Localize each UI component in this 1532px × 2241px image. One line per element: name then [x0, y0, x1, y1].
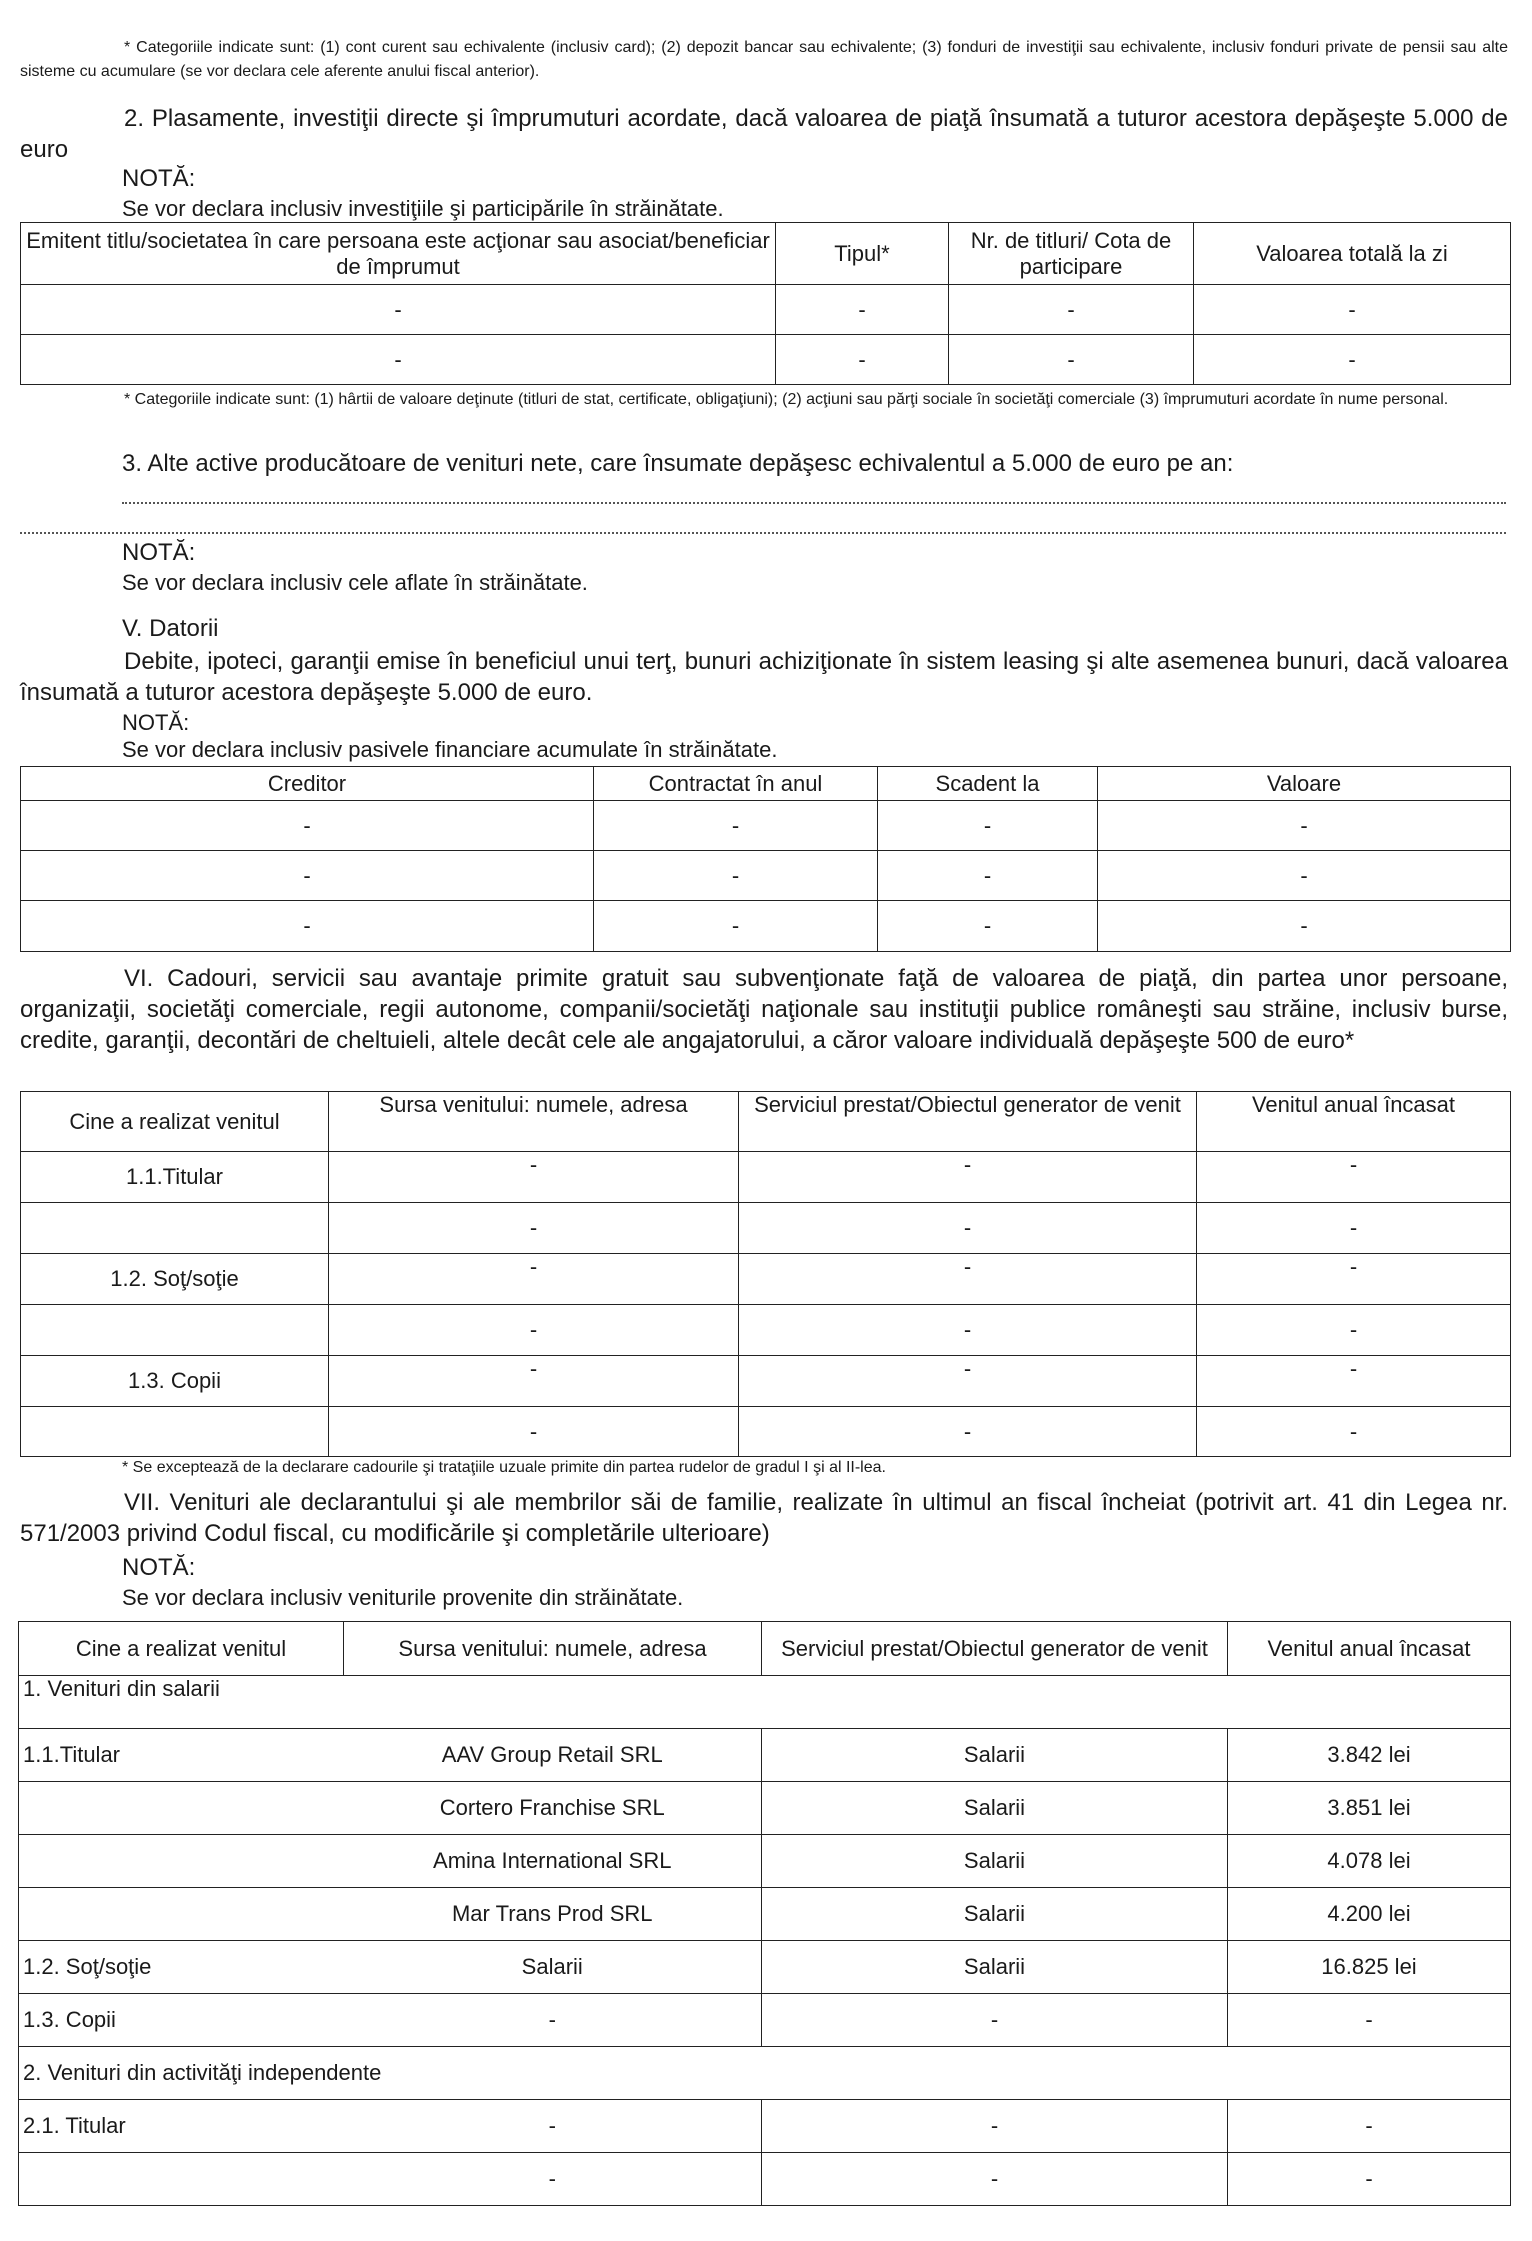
section-7-nota-text: Se vor declara inclusiv veniturile provenite din străinătate. [122, 1585, 684, 1610]
cell: - [878, 901, 1098, 952]
group-row [19, 2047, 1511, 2100]
cell: 2.1. Titular [19, 2100, 344, 2153]
cell: 4.200 lei [1228, 1888, 1511, 1941]
cell: - [739, 1407, 1197, 1457]
cell: - [739, 1203, 1197, 1254]
cell: 4.078 lei [1228, 1835, 1511, 1888]
cell: 3.842 lei [1228, 1729, 1511, 1782]
col-income: Venitul anual încasat [1197, 1092, 1511, 1152]
cell [21, 1203, 329, 1254]
table-row [21, 1203, 1511, 1254]
cell: - [344, 1994, 762, 2047]
table-row [21, 801, 1511, 851]
cell: Salarii [762, 1729, 1228, 1782]
cell: - [762, 1994, 1228, 2047]
col-income: Venitul anual încasat [1228, 1622, 1511, 1676]
cell: - [762, 2100, 1228, 2153]
cell: 1.2. Soţ/soţie [21, 1254, 329, 1305]
debts-table [20, 766, 1511, 952]
cell: - [878, 801, 1098, 851]
table-row [19, 1941, 1511, 1994]
cell: - [344, 2153, 762, 2206]
table-row [19, 1782, 1511, 1835]
group-independent: 2. Venituri din activităţi independente [19, 2047, 1511, 2100]
cell: 3.851 lei [1228, 1782, 1511, 1835]
section-6-heading: VI. Cadouri, servicii sau avantaje primite gratuit sau subvenţionate faţă de valoarea de piaţă, din partea unor persoane, organizaţii, societăţi comerciale, regii autonome, companii/societăţi naţionale sau instituţii publice româneşti sau străine, inclusiv burse, credite, garanţii, decontări de cheltuieli, altele decât cele ale angajatorului, a căror valoare individuală depăşeşte 500 de euro* [20, 965, 1508, 1054]
cell: Salarii [762, 1835, 1228, 1888]
cell: - [776, 285, 949, 335]
cell: - [329, 1305, 739, 1356]
cell: Amina International SRL [344, 1835, 762, 1888]
cell: - [1194, 285, 1511, 335]
table-row [19, 1994, 1511, 2047]
col-service: Serviciul prestat/Obiectul generator de venit [739, 1092, 1197, 1152]
accounts-footnote: * Categoriile indicate sunt: (1) cont curent sau echivalente (inclusiv card); (2) depozit bancar sau echivalente; (3) fonduri de investiţii sau echivalente, inclusiv fonduri private de pensii sau alte sisteme cu acumulare (se vor declara cele aferente anului fiscal anterior). [20, 39, 1508, 80]
cell: - [21, 901, 594, 952]
cell [19, 1888, 344, 1941]
cell: - [1197, 1407, 1511, 1457]
investments-footnote: * Categoriile indicate sunt: (1) hârtii de valoare deţinute (titluri de stat, certificate, obligaţiuni); (2) acţiuni sau părţi sociale în societăţi comerciale (3) împrumuturi acordate în nume personal. [124, 391, 1449, 408]
cell: AAV Group Retail SRL [344, 1729, 762, 1782]
cell: - [329, 1407, 739, 1457]
cell: - [344, 2100, 762, 2153]
table-row [19, 1835, 1511, 1888]
cell: Cortero Franchise SRL [344, 1782, 762, 1835]
income-table [18, 1621, 1511, 2206]
cell: Salarii [762, 1782, 1228, 1835]
cell: - [1228, 2153, 1511, 2206]
col-total-value: Valoarea totală la zi [1194, 223, 1511, 285]
table-row [21, 285, 1511, 335]
section-7-heading: VII. Venituri ale declarantului şi ale membrilor săi de familie, realizate în ultimul an fiscal încheiat (potrivit art. 41 din Legea nr. 571/2003 privind Codul fiscal, cu modificările şi completările ulterioare) [20, 1489, 1508, 1547]
col-who: Cine a realizat venitul [21, 1092, 329, 1152]
cell: - [594, 801, 878, 851]
table-row [21, 1407, 1511, 1457]
cell: - [21, 851, 594, 901]
gifts-table [20, 1091, 1511, 1457]
cell: - [1228, 1994, 1511, 2047]
cell: - [1098, 801, 1511, 851]
section-2-nota-text: Se vor declara inclusiv investiţiile şi participările în străinătate. [122, 196, 724, 221]
cell [21, 1305, 329, 1356]
table-row [21, 1356, 1511, 1407]
col-shares: Nr. de titluri/ Cota de participare [949, 223, 1194, 285]
cell: - [21, 335, 776, 385]
cell: - [1228, 2100, 1511, 2153]
table-row [19, 2153, 1511, 2206]
gifts-footnote: * Se exceptează de la declarare cadourile şi trataţiile uzuale primite din partea rudelor de gradul I şi al II-lea. [122, 1459, 886, 1476]
table-row [21, 1152, 1511, 1203]
dotted-line [122, 502, 1506, 504]
group-row [19, 1676, 1511, 1729]
cell: - [1194, 335, 1511, 385]
section-5-text: Debite, ipoteci, garanţii emise în beneficiul unui terţ, bunuri achiziţionate în sistem leasing şi alte asemenea bunuri, dacă valoarea însumată a tuturor acestora depăşeşte 5.000 de euro. [20, 648, 1508, 706]
table-row [19, 1729, 1511, 1782]
cell: - [1197, 1254, 1511, 1305]
cell: - [739, 1305, 1197, 1356]
cell: - [329, 1254, 739, 1305]
table-row [19, 1888, 1511, 1941]
cell: - [739, 1152, 1197, 1203]
cell: - [1098, 901, 1511, 952]
cell: - [1197, 1356, 1511, 1407]
section-5-nota-text: Se vor declara inclusiv pasivele financiare acumulate în străinătate. [122, 737, 778, 762]
col-who: Cine a realizat venitul [19, 1622, 344, 1676]
col-issuer: Emitent titlu/societatea în care persoana este acţionar sau asociat/beneficiar de împrumut [21, 223, 776, 285]
section-5-title: V. Datorii [122, 615, 219, 642]
group-salaries: 1. Venituri din salarii [19, 1676, 1511, 1729]
cell: - [21, 285, 776, 335]
table-row [21, 901, 1511, 952]
section-2-heading: 2. Plasamente, investiţii directe şi împrumuturi acordate, dacă valoarea de piaţă însumată a tuturor acestora depăşeşte 5.000 de euro [20, 105, 1508, 163]
cell: Mar Trans Prod SRL [344, 1888, 762, 1941]
cell: Salarii [344, 1941, 762, 1994]
section-2-nota-label: NOTĂ: [122, 165, 196, 192]
cell: 1.3. Copii [19, 1994, 344, 2047]
cell: 1.3. Copii [21, 1356, 329, 1407]
cell: - [329, 1356, 739, 1407]
section-7-nota-label: NOTĂ: [122, 1554, 196, 1581]
cell: - [329, 1203, 739, 1254]
table-row [21, 1254, 1511, 1305]
col-type: Tipul* [776, 223, 949, 285]
cell: - [949, 335, 1194, 385]
section-3-nota-text: Se vor declara inclusiv cele aflate în străinătate. [122, 570, 588, 595]
col-value: Valoare [1098, 767, 1511, 801]
cell: Salarii [762, 1888, 1228, 1941]
section-3-heading: 3. Alte active producătoare de venituri nete, care însumate depăşesc echivalentul a 5.000 de euro pe an: [122, 450, 1234, 477]
cell [19, 1782, 344, 1835]
table-row [21, 335, 1511, 385]
section-3-nota-label: NOTĂ: [122, 539, 196, 566]
cell [19, 2153, 344, 2206]
col-source: Sursa venitului: numele, adresa [329, 1092, 739, 1152]
cell: - [878, 851, 1098, 901]
col-contracted: Contractat în anul [594, 767, 878, 801]
cell: - [594, 901, 878, 952]
cell: 1.2. Soţ/soţie [19, 1941, 344, 1994]
cell: 1.1.Titular [19, 1729, 344, 1782]
cell [19, 1835, 344, 1888]
cell: - [1197, 1152, 1511, 1203]
cell: Salarii [762, 1941, 1228, 1994]
dotted-line [20, 532, 1506, 534]
table-row [19, 2100, 1511, 2153]
cell: - [776, 335, 949, 385]
cell: - [949, 285, 1194, 335]
cell: - [739, 1254, 1197, 1305]
cell [21, 1407, 329, 1457]
cell: 1.1.Titular [21, 1152, 329, 1203]
cell: - [21, 801, 594, 851]
table-row [21, 851, 1511, 901]
table-row [21, 1305, 1511, 1356]
section-5-nota-label: NOTĂ: [122, 710, 190, 735]
cell: - [329, 1152, 739, 1203]
col-creditor: Creditor [21, 767, 594, 801]
cell: 16.825 lei [1228, 1941, 1511, 1994]
col-source: Sursa venitului: numele, adresa [344, 1622, 762, 1676]
investments-table [20, 222, 1511, 385]
cell: - [1197, 1203, 1511, 1254]
cell: - [594, 851, 878, 901]
col-due: Scadent la [878, 767, 1098, 801]
cell: - [1197, 1305, 1511, 1356]
cell: - [1098, 851, 1511, 901]
cell: - [739, 1356, 1197, 1407]
col-service: Serviciul prestat/Obiectul generator de venit [762, 1622, 1228, 1676]
cell: - [762, 2153, 1228, 2206]
